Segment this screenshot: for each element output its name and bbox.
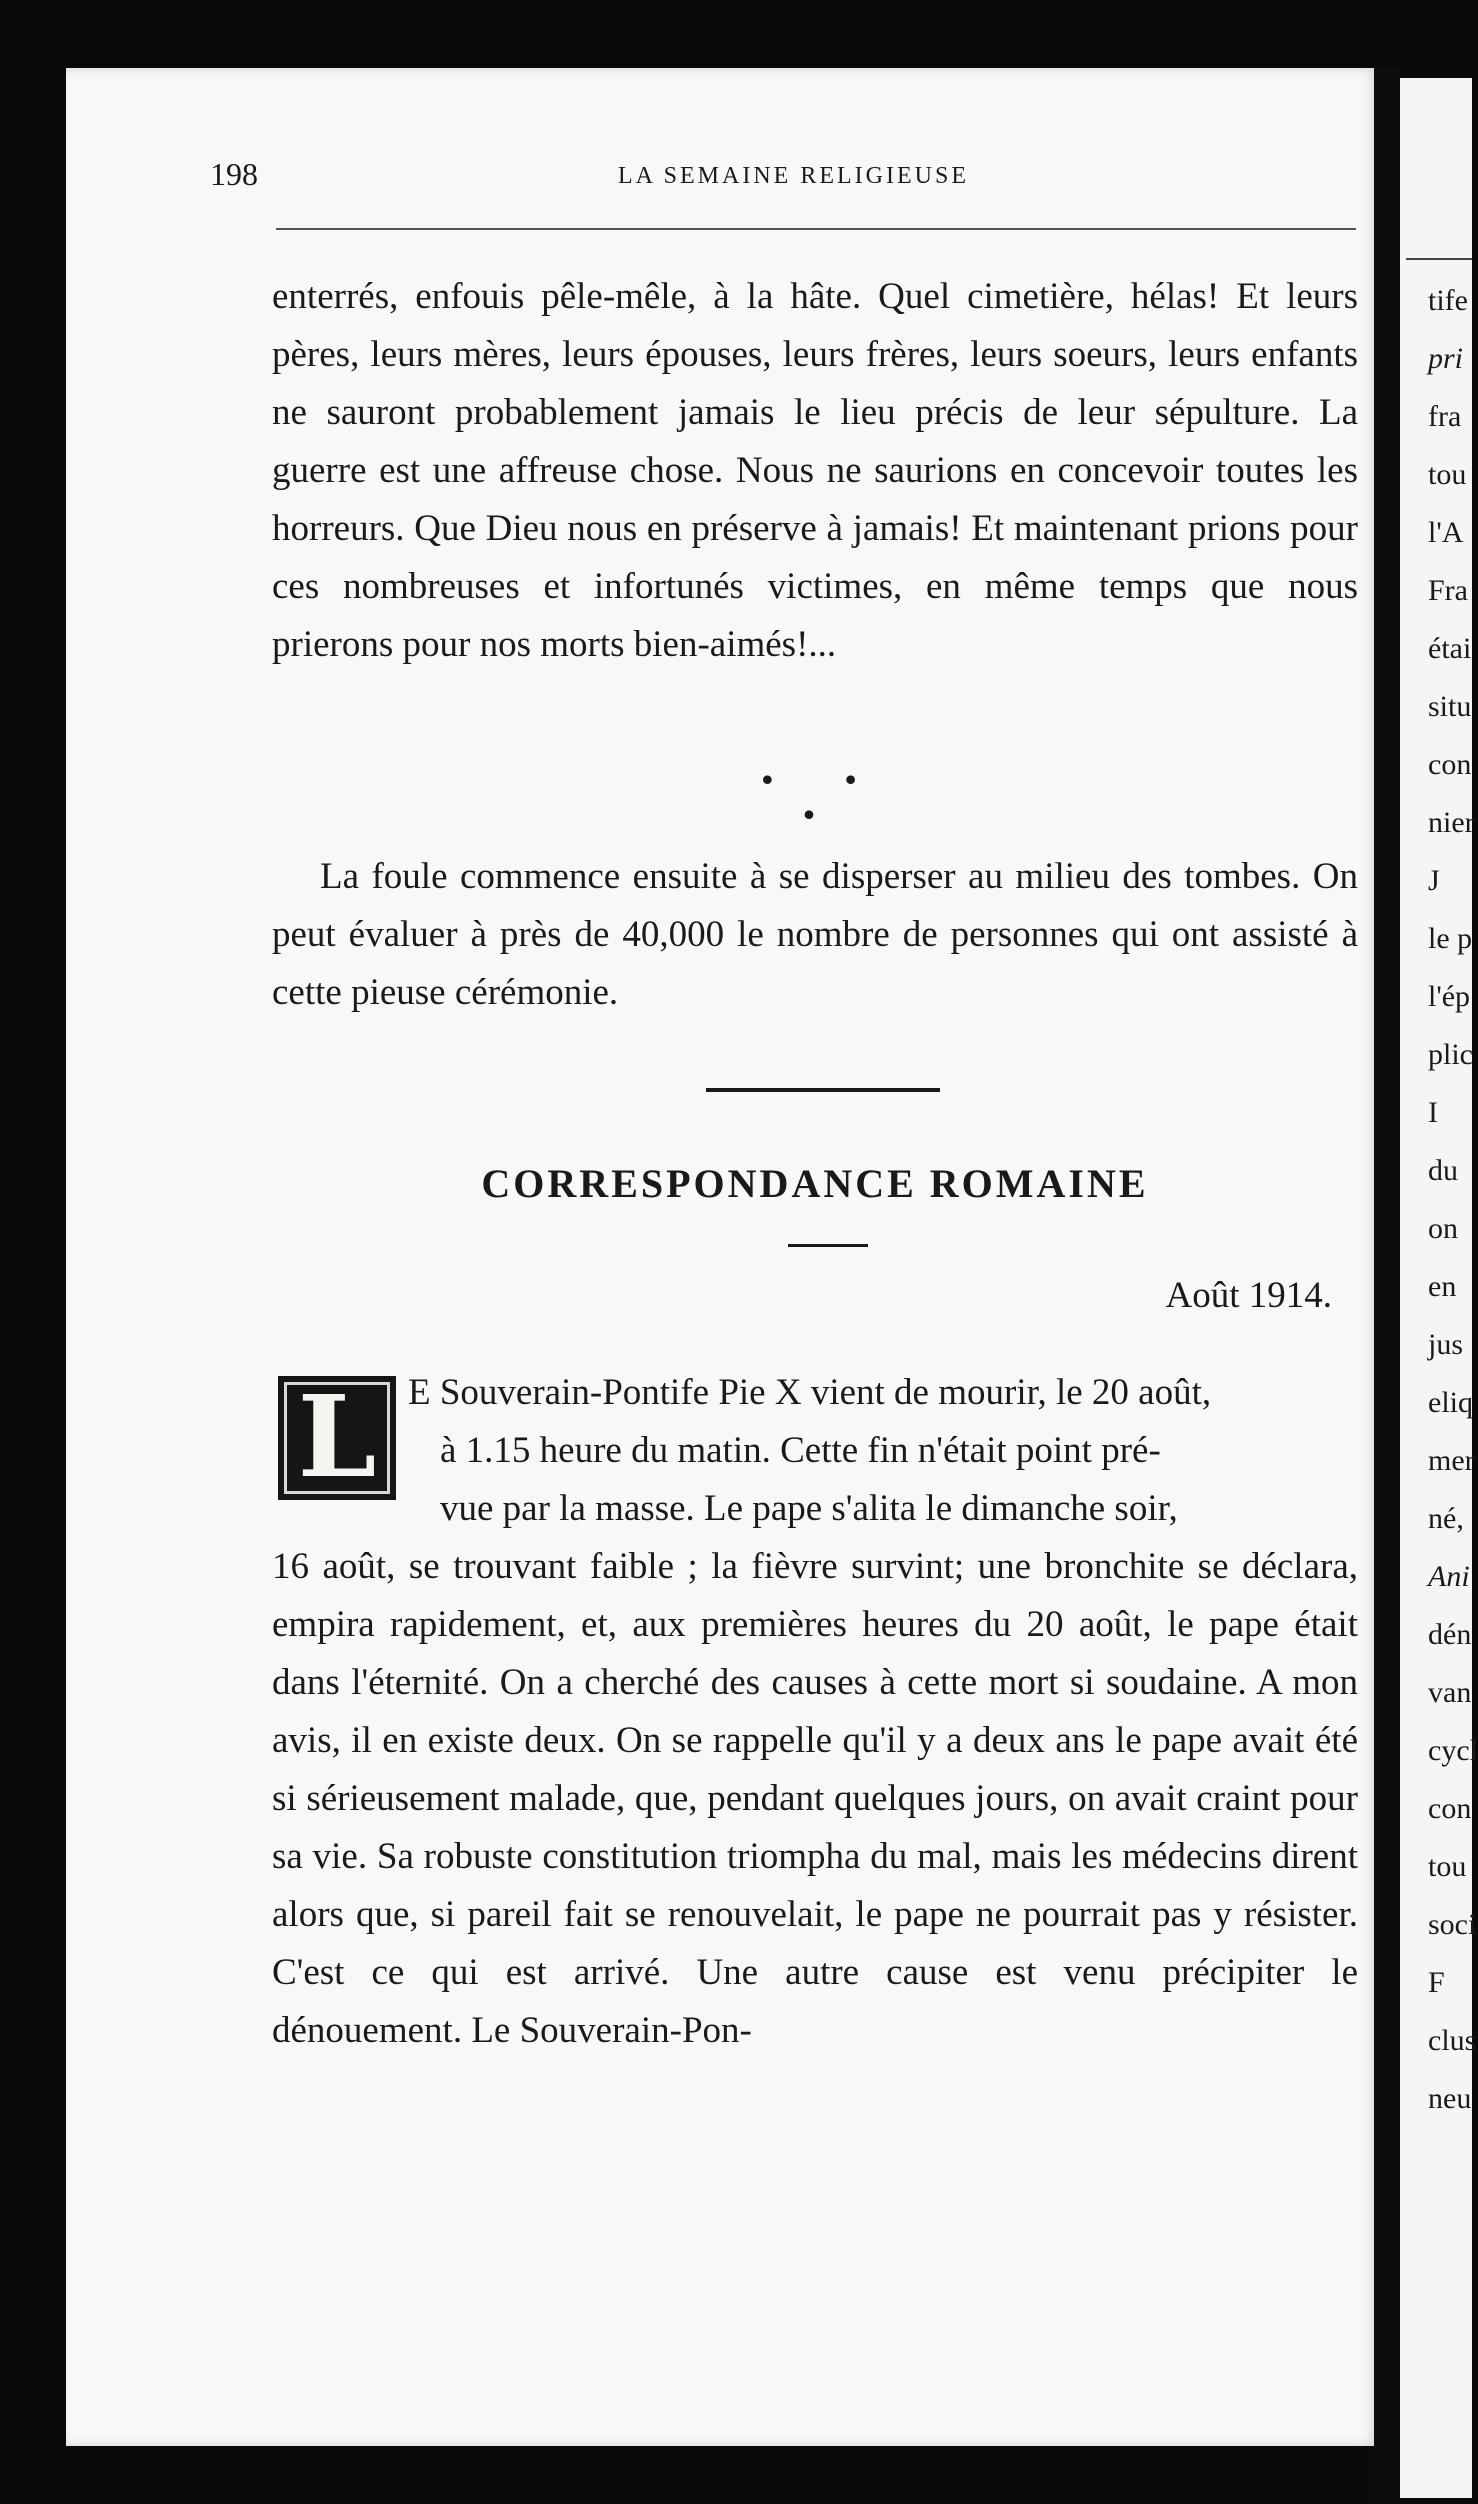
facing-page-fragment: clus [1428,2024,1477,2057]
facing-page-fragment: dén [1428,1618,1472,1651]
running-head-title: LA SEMAINE RELIGIEUSE [618,163,969,189]
facing-page-fragment: soci [1428,1908,1477,1941]
facing-page-edge [1400,78,1478,2498]
section-divider [706,1088,940,1092]
facing-page-fragment: tife [1428,284,1468,317]
facing-page-fragment: l'ép [1428,980,1471,1013]
facing-page-fragment: con [1428,1792,1472,1825]
facing-page-fragment: pri [1428,342,1464,375]
facing-page-fragment: tou [1428,458,1467,491]
facing-page-fragment: né, [1428,1502,1464,1535]
facing-page-fragment: le p [1428,922,1473,955]
facing-page-fragment: neu [1428,2082,1472,2115]
paragraph-pope-death: 16 août, se trouvant faible ; la fièvre survint; une bronchite se déclara, empira rapidement, et, aux premières heures du 20 août, le pape était dans l'éternité. On a cherché des causes à cette mort si soudaine. A mon avis, il en existe deux. On se rappelle qu'il y a deux ans le pape avait été si sérieusement malade, que, pendant quelques jours, on avait craint pour sa vie. Sa robuste constitution triompha du mal, mais les médecins dirent alors que, si pareil fait se renouvelait, le pape ne pourrait pas y résister. C'est ce qui est arrivé. Une autre cause est venu précipiter le dénouement. Le Souverain-Pon- [272,1546,1358,2051]
facing-page-fragment: en [1428,1270,1457,1303]
section-title: CORRESPONDANCE ROMAINE [481,1161,1149,1206]
facing-page-fragment: van [1428,1676,1472,1709]
facing-page-fragment: on [1428,1212,1458,1245]
dateline: Août 1914. [1165,1275,1332,1316]
paragraph-line-2: à 1.15 heure du matin. Cette fin n'était point pré- [440,1430,1161,1471]
paragraph-line-3: vue par la masse. Le pape s'alita le dimanche soir, [440,1488,1178,1529]
facing-page-fragment: mer [1428,1444,1475,1477]
paragraph-crowd: La foule commence ensuite à se disperser au milieu des tombes. On peut évaluer à près de 40,000 le nombre de personnes qui ont assisté à cette pieuse cérémonie. [272,856,1358,1013]
facing-page-fragment: Ani [1428,1560,1470,1593]
facing-page-fragment: l'A [1428,516,1464,549]
facing-page-fragment: Fra [1428,574,1468,607]
facing-page-fragment: situ [1428,690,1472,723]
facing-page-fragment: tou [1428,1850,1467,1883]
facing-page-fragment: plic [1428,1038,1473,1071]
facing-page-fragment: con [1428,748,1472,781]
page-number: 198 [210,156,258,192]
drop-cap-initial: L [278,1376,396,1500]
facing-page-fragment: jus [1428,1328,1464,1361]
asterism: • • • [758,764,888,834]
facing-page-fragment: I [1428,1096,1438,1129]
title-underline [788,1244,868,1247]
facing-page-fragment: nier [1428,806,1475,839]
facing-page-fragment: cycl [1428,1734,1478,1767]
header-rule [276,228,1356,230]
facing-page-fragment: eliq [1428,1386,1473,1419]
facing-page-fragment: du [1428,1154,1458,1187]
paragraph-line-1: E Souverain-Pontife Pie X vient de mourir, le 20 août, [408,1372,1212,1413]
book-gutter [1374,68,1402,2504]
facing-page-rule [1406,258,1472,260]
facing-page-fragment: étai [1428,632,1472,665]
facing-page-fragment: J [1428,864,1440,897]
paragraph-continuation: enterrés, enfouis pêle-mêle, à la hâte. Quel cimetière, hélas! Et leurs pères, leurs mères, leurs épouses, leurs frères, leurs soeurs, leurs enfants ne sauront probablement jamais le lieu précis de leur sépulture. La guerre est une affreuse chose. Nous ne saurions en concevoir toutes les horreurs. Que Dieu nous en préserve à jamais! Et maintenant prions pour ces nombreuses et infortunés victimes, en même temps que nous prierons pour nos morts bien-aimés!... [272,276,1358,665]
facing-page-fragment: F [1428,1966,1445,1999]
facing-page-fragment: fra [1428,400,1462,433]
